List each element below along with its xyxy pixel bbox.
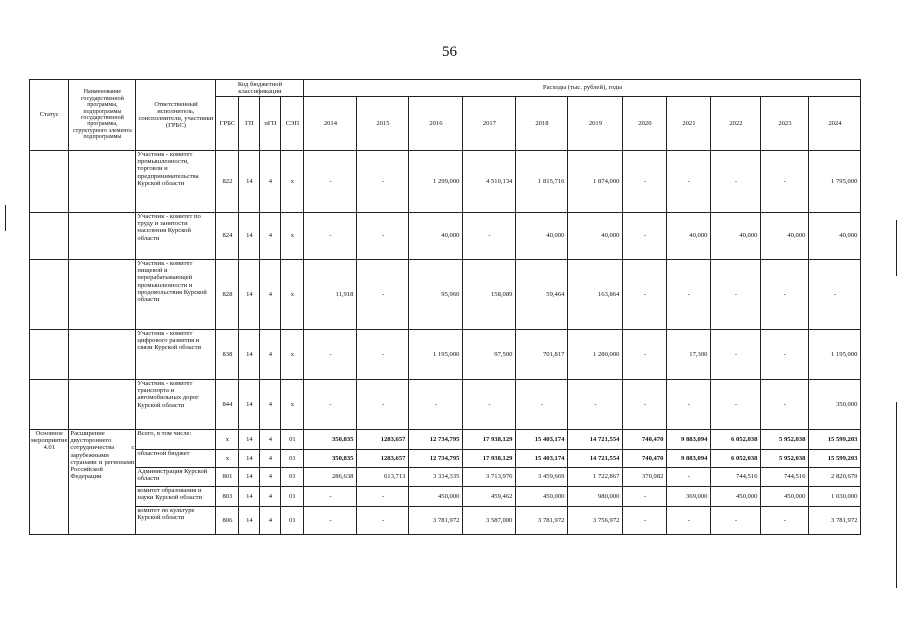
value-cell: 17,300: [667, 330, 711, 380]
value-cell: 370,982: [623, 468, 667, 487]
value-cell: -: [711, 260, 761, 330]
value-cell: -: [304, 487, 357, 507]
responsible-cell: Администрация Курской области: [136, 468, 216, 487]
value-cell: 3 334,335: [409, 468, 463, 487]
header-responsible: Ответственный исполнитель, соисполнители, участники (ГРБС): [136, 80, 216, 151]
value-cell: -: [304, 507, 357, 535]
value-cell: 450,000: [761, 487, 809, 507]
status-cell-empty: [30, 213, 69, 260]
value-cell: -: [357, 507, 409, 535]
status-cell-empty: [30, 260, 69, 330]
name-cell-empty: [69, 151, 136, 213]
page-number: 56: [442, 44, 457, 60]
grbs-cell: 828: [216, 260, 239, 330]
value-cell: 17 938,129: [463, 430, 516, 450]
value-cell: -: [304, 330, 357, 380]
value-cell: -: [623, 260, 667, 330]
pgp-cell: 4: [260, 151, 281, 213]
value-cell: 40,000: [809, 213, 861, 260]
value-cell: -: [667, 260, 711, 330]
value-cell: -: [711, 507, 761, 535]
grbs-cell: х: [216, 430, 239, 450]
value-cell: 15 403,174: [516, 430, 568, 450]
value-cell: -: [667, 151, 711, 213]
value-cell: 15 599,203: [809, 430, 861, 450]
value-cell: 6 052,038: [711, 450, 761, 468]
header-year: 2020: [623, 97, 667, 151]
value-cell: 369,000: [667, 487, 711, 507]
value-cell: 3 781,972: [516, 507, 568, 535]
sep-cell: 01: [281, 468, 304, 487]
gp-cell: 14: [239, 487, 260, 507]
sep-cell: 01: [281, 430, 304, 450]
header-row-1: [30, 80, 861, 97]
pgp-cell: 4: [260, 380, 281, 430]
value-cell: -: [623, 330, 667, 380]
value-cell: -: [409, 380, 463, 430]
header-status: Статус: [30, 80, 69, 151]
value-cell: -: [357, 213, 409, 260]
header-year: 2017: [463, 97, 516, 151]
participant-row: [30, 213, 861, 260]
responsible-cell: комитет образования и науки Курской области: [136, 487, 216, 507]
value-cell: 3 781,972: [409, 507, 463, 535]
value-cell: 740,470: [623, 430, 667, 450]
value-cell: -: [711, 151, 761, 213]
value-cell: 40,000: [568, 213, 623, 260]
value-cell: -: [463, 213, 516, 260]
value-cell: 3 459,669: [516, 468, 568, 487]
value-cell: 14 721,554: [568, 450, 623, 468]
value-cell: 40,000: [711, 213, 761, 260]
value-cell: 2 820,679: [809, 468, 861, 487]
value-cell: 12 734,795: [409, 450, 463, 468]
pgp-cell: 4: [260, 487, 281, 507]
measure-row: [30, 487, 861, 507]
value-cell: -: [463, 380, 516, 430]
responsible-cell: Всего, в том числе:: [136, 430, 216, 450]
sep-cell: х: [281, 151, 304, 213]
header-year: 2021: [667, 97, 711, 151]
value-cell: 1 815,716: [516, 151, 568, 213]
value-cell: 459,462: [463, 487, 516, 507]
value-cell: -: [761, 330, 809, 380]
responsible-cell: комитет по культуре Курской области: [136, 507, 216, 535]
sep-cell: х: [281, 213, 304, 260]
value-cell: 1 030,000: [809, 487, 861, 507]
value-cell: 15 599,203: [809, 450, 861, 468]
gp-cell: 14: [239, 213, 260, 260]
participant-row: [30, 330, 861, 380]
responsible-cell: Участник - комитет пищевой и перерабатывающей промышленности и продовольствия Курской области: [136, 260, 216, 330]
measure-row: [30, 468, 861, 487]
value-cell: 15 403,174: [516, 450, 568, 468]
value-cell: 11,918: [304, 260, 357, 330]
value-cell: 1 280,000: [568, 330, 623, 380]
header-year: 2014: [304, 97, 357, 151]
value-cell: 163,864: [568, 260, 623, 330]
value-cell: 6 052,038: [711, 430, 761, 450]
value-cell: -: [304, 380, 357, 430]
measure-row: [30, 430, 861, 450]
value-cell: -: [568, 380, 623, 430]
measure-row: [30, 450, 861, 468]
value-cell: 12 734,795: [409, 430, 463, 450]
pgp-cell: 4: [260, 468, 281, 487]
measure-row: [30, 507, 861, 535]
header-year: 2015: [357, 97, 409, 151]
value-cell: 3 587,000: [463, 507, 516, 535]
value-cell: 40,000: [761, 213, 809, 260]
value-cell: 3 756,972: [568, 507, 623, 535]
participant-row: [30, 151, 861, 213]
value-cell: 9 883,094: [667, 450, 711, 468]
value-cell: -: [623, 151, 667, 213]
gp-cell: 14: [239, 260, 260, 330]
measure-status: Основное мероприятие 4.01: [30, 430, 69, 535]
grbs-cell: 824: [216, 213, 239, 260]
responsible-cell: областной бюджет: [136, 450, 216, 468]
header-expenses: Расходы (тыс. рублей), годы: [304, 80, 861, 97]
value-cell: -: [304, 213, 357, 260]
value-cell: 450,000: [711, 487, 761, 507]
value-cell: -: [623, 487, 667, 507]
participant-row: [30, 380, 861, 430]
value-cell: 4 510,134: [463, 151, 516, 213]
value-cell: -: [357, 151, 409, 213]
grbs-cell: 844: [216, 380, 239, 430]
pgp-cell: 4: [260, 260, 281, 330]
value-cell: -: [667, 468, 711, 487]
value-cell: 95,960: [409, 260, 463, 330]
value-cell: 14 721,554: [568, 430, 623, 450]
sep-cell: 01: [281, 450, 304, 468]
sep-cell: х: [281, 260, 304, 330]
gp-cell: 14: [239, 468, 260, 487]
header-sep: СЭП: [281, 97, 304, 151]
header-grbs: ГРБС: [216, 97, 239, 151]
name-cell-empty: [69, 330, 136, 380]
header-year: 2023: [761, 97, 809, 151]
value-cell: 17 938,129: [463, 450, 516, 468]
value-cell: 1 795,000: [809, 151, 861, 213]
header-gp: ГП: [239, 97, 260, 151]
header-year: 2024: [809, 97, 861, 151]
value-cell: 613,713: [357, 468, 409, 487]
value-cell: 744,516: [711, 468, 761, 487]
grbs-cell: 806: [216, 507, 239, 535]
responsible-cell: Участник - комитет по труду и занятости населения Курской области: [136, 213, 216, 260]
value-cell: 350,000: [809, 380, 861, 430]
value-cell: -: [711, 380, 761, 430]
value-cell: 350,835: [304, 430, 357, 450]
value-cell: 980,000: [568, 487, 623, 507]
budget-table: [29, 79, 861, 535]
value-cell: -: [761, 260, 809, 330]
grbs-cell: 838: [216, 330, 239, 380]
name-cell-empty: [69, 213, 136, 260]
grbs-cell: 822: [216, 151, 239, 213]
value-cell: 1 874,000: [568, 151, 623, 213]
sep-cell: 01: [281, 507, 304, 535]
value-cell: 5 952,038: [761, 430, 809, 450]
name-cell-empty: [69, 380, 136, 430]
value-cell: 40,000: [667, 213, 711, 260]
value-cell: 450,000: [409, 487, 463, 507]
value-cell: 1 722,867: [568, 468, 623, 487]
gp-cell: 14: [239, 330, 260, 380]
value-cell: 97,500: [463, 330, 516, 380]
responsible-cell: Участник - комитет транспорта и автомобильных дорог Курской области: [136, 380, 216, 430]
value-cell: -: [761, 380, 809, 430]
status-cell-empty: [30, 380, 69, 430]
value-cell: 1 195,000: [809, 330, 861, 380]
measure-name: Расширение двустороннего сотрудничества с зарубежными странами и регионами Российской Федерации: [69, 430, 136, 535]
pgp-cell: 4: [260, 450, 281, 468]
pgp-cell: 4: [260, 213, 281, 260]
value-cell: -: [357, 330, 409, 380]
gp-cell: 14: [239, 151, 260, 213]
value-cell: -: [623, 507, 667, 535]
value-cell: -: [667, 507, 711, 535]
gp-cell: 14: [239, 430, 260, 450]
header-name: Наименование государственной программы, подпрограммы государственной программы, структурного элемента подпрограммы: [69, 80, 136, 151]
header-year: 2018: [516, 97, 568, 151]
header-budget-code: Код бюджетной классификации: [216, 80, 304, 97]
value-cell: -: [357, 260, 409, 330]
value-cell: -: [357, 380, 409, 430]
value-cell: 701,817: [516, 330, 568, 380]
value-cell: 1283,657: [357, 430, 409, 450]
gp-cell: 14: [239, 507, 260, 535]
sep-cell: 01: [281, 487, 304, 507]
grbs-cell: х: [216, 450, 239, 468]
scan-mark-left: [5, 205, 6, 231]
value-cell: 1 195,000: [409, 330, 463, 380]
value-cell: 1 299,000: [409, 151, 463, 213]
value-cell: 740,470: [623, 450, 667, 468]
sep-cell: х: [281, 380, 304, 430]
value-cell: -: [357, 487, 409, 507]
grbs-cell: 803: [216, 487, 239, 507]
header-year: 2016: [409, 97, 463, 151]
pgp-cell: 4: [260, 330, 281, 380]
gp-cell: 14: [239, 380, 260, 430]
gp-cell: 14: [239, 450, 260, 468]
value-cell: -: [711, 330, 761, 380]
value-cell: 450,000: [516, 487, 568, 507]
header-year: 2022: [711, 97, 761, 151]
value-cell: 3 781,972: [809, 507, 861, 535]
value-cell: -: [304, 151, 357, 213]
value-cell: 9 883,094: [667, 430, 711, 450]
value-cell: 1283,657: [357, 450, 409, 468]
value-cell: 744,516: [761, 468, 809, 487]
scan-mark-right-2: [896, 402, 897, 588]
value-cell: -: [761, 151, 809, 213]
scan-mark-right-1: [896, 220, 897, 276]
value-cell: 40,000: [409, 213, 463, 260]
value-cell: -: [761, 507, 809, 535]
responsible-cell: Участник - комитет цифрового развития и связи Курской области: [136, 330, 216, 380]
sep-cell: х: [281, 330, 304, 380]
value-cell: -: [667, 380, 711, 430]
header-year: 2019: [568, 97, 623, 151]
value-cell: -: [516, 380, 568, 430]
value-cell: 3 713,976: [463, 468, 516, 487]
status-cell-empty: [30, 330, 69, 380]
value-cell: -: [809, 260, 861, 330]
grbs-cell: 801: [216, 468, 239, 487]
value-cell: 59,464: [516, 260, 568, 330]
value-cell: 350,835: [304, 450, 357, 468]
responsible-cell: Участник - комитет промышленности, торговли и предпринимательства Курской области: [136, 151, 216, 213]
value-cell: 286,638: [304, 468, 357, 487]
value-cell: -: [623, 380, 667, 430]
status-cell-empty: [30, 151, 69, 213]
pgp-cell: 4: [260, 430, 281, 450]
value-cell: 5 952,038: [761, 450, 809, 468]
value-cell: 158,089: [463, 260, 516, 330]
value-cell: -: [623, 213, 667, 260]
participant-row: [30, 260, 861, 330]
header-pgp: пГП: [260, 97, 281, 151]
value-cell: 40,000: [516, 213, 568, 260]
name-cell-empty: [69, 260, 136, 330]
pgp-cell: 4: [260, 507, 281, 535]
